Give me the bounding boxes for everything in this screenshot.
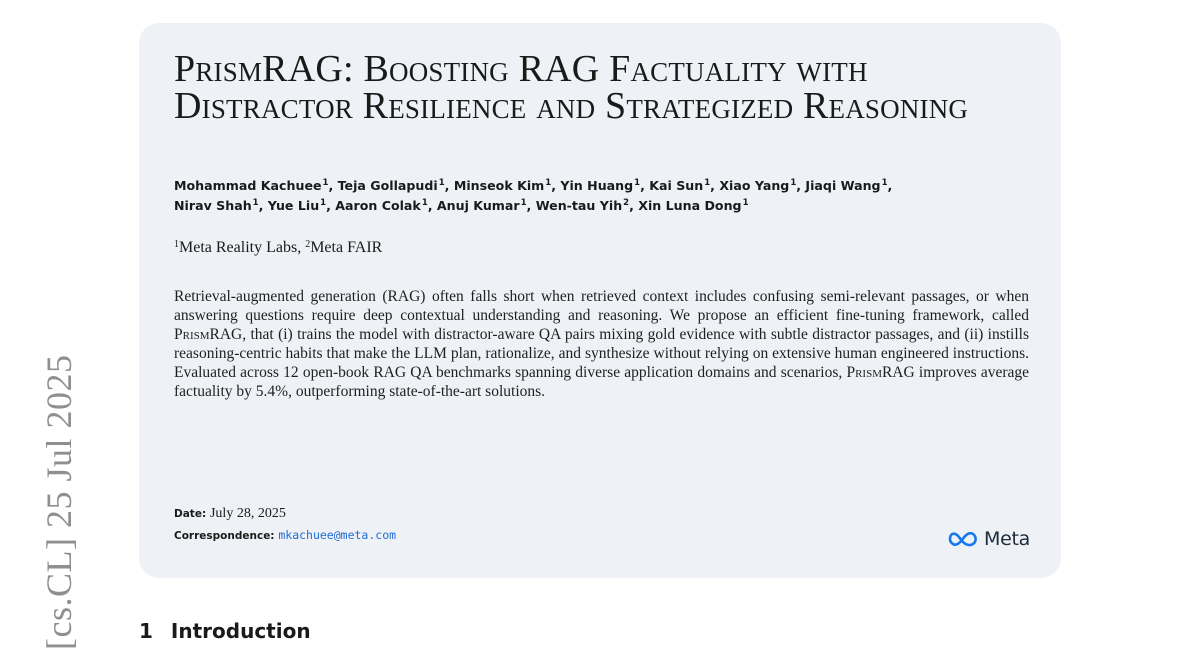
date-label: Date: bbox=[174, 508, 207, 520]
author-name: Mohammad Kachuee bbox=[174, 178, 322, 193]
author bbox=[805, 178, 887, 193]
affiliation-number: 2 bbox=[305, 239, 311, 250]
correspondence-email[interactable]: mkachuee@meta.com bbox=[278, 528, 397, 542]
header-card bbox=[139, 23, 1061, 578]
abstract-part-1: Retrieval-augmented generation (RAG) often falls short when retrieved context includes confusing semi-relevant passages, or when answering questions require deep contextual understanding and reasoning. We propose an efficient fine-tuning framework, called bbox=[174, 288, 1029, 324]
affiliations: $^1$Meta Reality Labs, $^2$Meta FAIR bbox=[174, 239, 383, 256]
author-affiliation-mark: 1 bbox=[252, 198, 259, 208]
author-affiliation-mark: 1 bbox=[438, 178, 445, 188]
author-affiliation-mark: 2 bbox=[623, 198, 630, 208]
author-name: Yue Liu bbox=[267, 198, 320, 213]
author bbox=[338, 178, 445, 193]
arxiv-side-stamp bbox=[34, 340, 79, 660]
meta-logo bbox=[946, 527, 1030, 551]
author bbox=[454, 178, 551, 193]
correspondence-label: Correspondence: bbox=[174, 530, 275, 542]
author-name: Anuj Kumar bbox=[436, 198, 520, 213]
section-title: Introduction bbox=[170, 619, 311, 643]
author-name: Jiaqi Wang bbox=[805, 178, 881, 193]
author bbox=[649, 178, 710, 193]
date-value: July 28, 2025 bbox=[209, 506, 286, 521]
meta-logo-text: Meta bbox=[984, 528, 1030, 550]
section-heading bbox=[139, 619, 311, 643]
paper-title bbox=[174, 48, 1034, 127]
method-name: PrismRAG bbox=[846, 364, 915, 381]
author-affiliation-mark: 1 bbox=[881, 178, 888, 188]
author bbox=[268, 198, 326, 213]
paper-title-text: PrismRAG: Boosting RAG Factuality with Distractor Resilience and Strategized Reasoning bbox=[174, 48, 969, 127]
author bbox=[719, 178, 796, 193]
date-line bbox=[174, 506, 286, 522]
author bbox=[335, 198, 427, 213]
arxiv-stamp-text: [cs.CL] 25 Jul 2025 bbox=[39, 354, 79, 650]
author-affiliation-mark: 1 bbox=[320, 198, 327, 208]
abstract-part-3: improves average factuality by 5.4%, outperforming state-of-the-art solutions. bbox=[174, 364, 1029, 400]
author bbox=[174, 198, 259, 213]
author-affiliation-mark: 1 bbox=[742, 198, 749, 208]
author bbox=[174, 178, 328, 193]
author-affiliation-mark: 1 bbox=[790, 178, 797, 188]
author-affiliation-mark: 1 bbox=[322, 178, 329, 188]
author-name: Xin Luna Dong bbox=[638, 198, 742, 213]
author-affiliation-mark: 1 bbox=[520, 198, 527, 208]
author-affiliation-mark: 1 bbox=[634, 178, 641, 188]
author-name: Kai Sun bbox=[649, 178, 704, 193]
author-list: Mohammad Kachuee$^1$, Teja Gollapudi$^1$, Minseok Kim$^1$, Yin Huang$^1$, Kai Sun$^1$, Xiao Yang$^1$, Jiaqi Wang$^1$, Nirav Shah$^1$, Yue Liu$^1$, Aaron Colak$^1$, Anuj Kumar$^1$, Wen-tau Yih$^2$, Xin Luna Dong$^1$ bbox=[174, 178, 893, 213]
author-name: Wen-tau Yih bbox=[535, 198, 623, 213]
affiliation-name: Meta FAIR bbox=[310, 239, 383, 256]
author-name: Minseok Kim bbox=[453, 178, 545, 193]
author-name: Aaron Colak bbox=[335, 198, 421, 213]
meta-infinity-icon bbox=[946, 530, 980, 548]
author bbox=[560, 178, 640, 193]
author-affiliation-mark: 1 bbox=[545, 178, 552, 188]
affiliation-name: Meta Reality Labs bbox=[179, 239, 298, 256]
abstract bbox=[174, 287, 1029, 401]
author bbox=[437, 198, 527, 213]
section-number: 1 bbox=[139, 619, 153, 643]
correspondence-line bbox=[174, 528, 396, 542]
abstract-part-2: , that (i) trains the model with distractor-aware QA pairs mixing gold evidence with subtle distractor passages, and (ii) instills reasoning-centric habits that make the LLM plan, rationalize, and synthesize without relying on extensive human engineered instructions. Evaluated across 12 open-book RAG QA benchmarks spanning diverse application domains and scenarios, bbox=[174, 326, 1029, 381]
author-name: Teja Gollapudi bbox=[337, 178, 438, 193]
author-name: Nirav Shah bbox=[174, 198, 252, 213]
method-name: PrismRAG bbox=[174, 326, 243, 343]
author bbox=[536, 198, 629, 213]
author-name: Yin Huang bbox=[560, 178, 634, 193]
affiliation-number: 1 bbox=[174, 239, 179, 250]
author-name: Xiao Yang bbox=[719, 178, 790, 193]
author-affiliation-mark: 1 bbox=[704, 178, 711, 188]
author bbox=[638, 198, 748, 213]
author-affiliation-mark: 1 bbox=[421, 198, 428, 208]
